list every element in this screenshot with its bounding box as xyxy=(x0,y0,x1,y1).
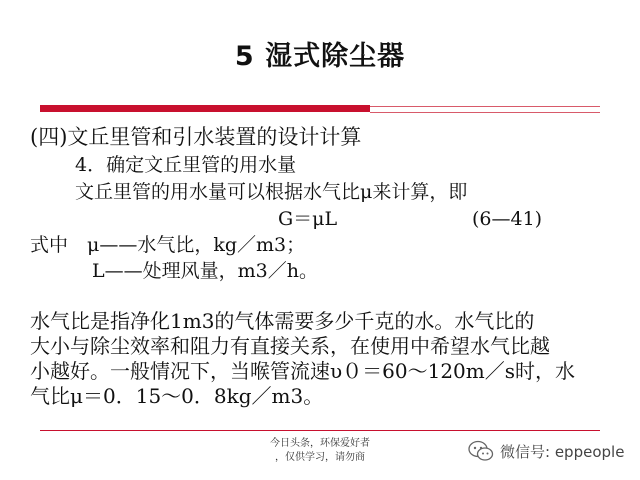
wechat-watermark xyxy=(468,440,624,462)
subsection-line: 4．确定文丘里管的用水量 xyxy=(75,154,297,176)
paragraph-line-1: 水气比是指净化1m3的气体需要多少千克的水。水气比的 xyxy=(30,309,535,333)
paragraph-line-2: 大小与除尘效率和阻力有直接关系，在使用中希望水气比越 xyxy=(30,334,550,358)
footer-note-line-2: ，仅供学习，请勿商 xyxy=(275,452,365,463)
wechat-icon xyxy=(468,440,494,462)
section-heading: (四)文丘里管和引水装置的设计计算 xyxy=(30,125,362,149)
paragraph-line-4: 气比μ＝0．15～0．8kg／m3。 xyxy=(30,384,324,408)
definition-L: L——处理风量，m3／h。 xyxy=(92,260,318,282)
footer-note xyxy=(240,437,400,465)
intro-line: 文丘里管的用水量可以根据水气比μ来计算，即 xyxy=(75,181,468,203)
formula: G＝μL xyxy=(278,208,338,230)
slide-title: 5 湿式除尘器 xyxy=(234,41,406,72)
equation-number: (6—41) xyxy=(472,208,543,230)
footer-divider xyxy=(40,430,600,431)
footer-note-line-1: 今日头条，环保爱好者 xyxy=(270,438,370,449)
paragraph-line-3: 小越好。一般情况下，当喉管流速υ０＝60～120m／s时，水 xyxy=(30,359,576,383)
wechat-id-text: 微信号: eppeople xyxy=(500,442,625,461)
title-divider-white-bar xyxy=(370,106,600,113)
title-divider-red-bar xyxy=(40,105,370,112)
definition-mu: 式中 μ——水气比，kg／m3； xyxy=(30,234,306,256)
